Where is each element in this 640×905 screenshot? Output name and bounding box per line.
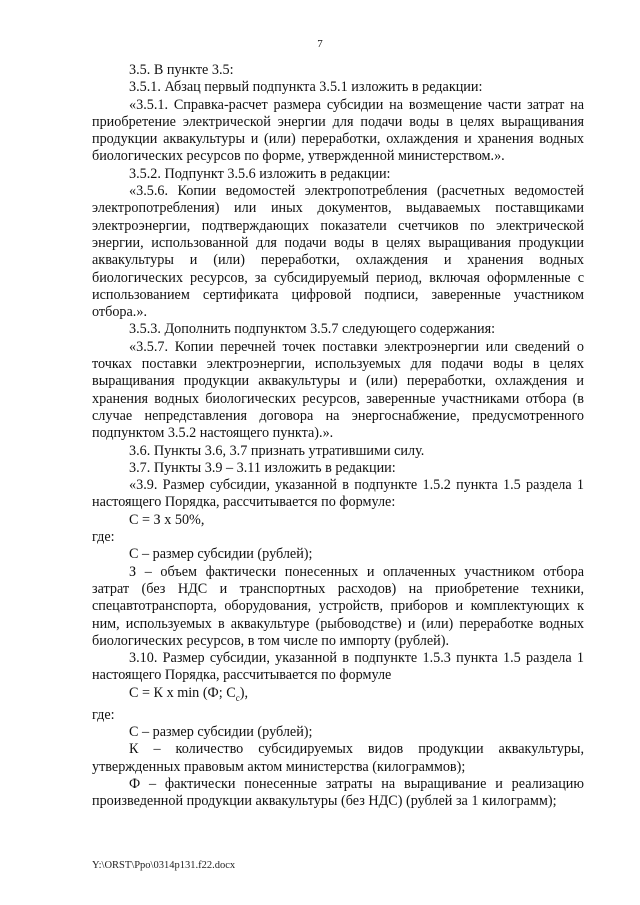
formula-2-main: С = К х min (Ф; С: [129, 684, 236, 701]
paragraph-3-10: 3.10. Размер субсидии, указанной в подпункте 1.5.3 пункта 1.5 раздела 1 настоящего Порядка, рассчитывается по формуле: [92, 650, 584, 684]
formula-2-end: ),: [239, 684, 248, 701]
paragraph-3-5-1: 3.5.1. Абзац первый подпункта 3.5.1 изложить в редакции:: [129, 79, 483, 96]
quote-3-5-1: «3.5.1. Справка-расчет размера субсидии на возмещение части затрат на приобретение электрической энергии для подачи воды в целях выращивания продукции аквакультуры и (или) переработки, охлаждения и хранения водных биологических ресурсов по форме, утвержденной министерством.».: [92, 96, 584, 165]
formula-2-subscript: с: [235, 692, 240, 703]
quote-3-5-7: «3.5.7. Копии перечней точек поставки электроэнергии или сведений о точках поставки электроэнергии, используемых для подачи воды в целях выращивания продукции аквакультуры и (или) переработки, охлаждения и хранения водных биологических ресурсов, заверенные участниками отбора (в случае непредставления договора на энергоснабжение, предусмотренного подпунктом 3.5.2 настоящего пункта).».: [92, 338, 584, 442]
quote-3-5-6: «3.5.6. Копии ведомостей электропотребления (расчетных ведомостей электропотребления) или иных документов, выдаваемых поставщиками электроэнергии, подтверждающих показатели счетчиков по электрической энергии, использованной для подачи воды в целях выращивания продукции аквакультуры и (или) переработки, охлаждения и хранения водных биологических ресурсов, за субсидируемый период, включая оформленные с использованием сертификата цифровой подписи, заверенные участником отбора.».: [92, 183, 584, 321]
formula-2: [92, 685, 584, 707]
where-label-2: где:: [92, 706, 115, 723]
definition-z: З – объем фактически понесенных и оплаченных участником отбора затрат (без НДС и транспортных расходов) на приобретение техники, спецавтотранспорта, оборудования, устройств, приборов и комплектующих к ним, используемых в аквакультуре (рыбоводстве) и (или) переработке водных биологических ресурсов, в том числе по импорту (рублей).: [92, 563, 584, 649]
quote-3-9: «3.9. Размер субсидии, указанной в подпункте 1.5.2 пункта 1.5 раздела 1 настоящего Порядка, рассчитывается по формуле:: [92, 477, 584, 511]
paragraph-3-7: 3.7. Пункты 3.9 – 3.11 изложить в редакции:: [129, 459, 396, 476]
page-number: 7: [317, 38, 323, 50]
where-label-1: где:: [92, 529, 115, 546]
document-body: [92, 62, 584, 811]
paragraph-3-5: 3.5. В пункте 3.5:: [129, 62, 234, 78]
paragraph-3-5-3: 3.5.3. Дополнить подпунктом 3.5.7 следующего содержания:: [129, 321, 496, 338]
definition-c-1: С – размер субсидии (рублей);: [129, 546, 313, 563]
definition-k: К – количество субсидируемых видов продукции аквакультуры, утвержденных правовым актом министерства (килограммов);: [92, 741, 584, 775]
formula-1: С = З х 50%,: [129, 511, 205, 528]
paragraph-3-6: 3.6. Пункты 3.6, 3.7 признать утратившими силу.: [129, 442, 425, 459]
definition-c-2: С – размер субсидии (рублей);: [129, 724, 313, 741]
paragraph-3-5-2: 3.5.2. Подпункт 3.5.6 изложить в редакции:: [129, 165, 391, 182]
definition-f: Ф – фактически понесенные затраты на выращивание и реализацию произведенной продукции аквакультуры (без НДС) (рублей за 1 килограмм);: [92, 776, 584, 810]
file-path-footer: Y:\ORST\Ppo\0314p131.f22.docx: [92, 860, 236, 871]
